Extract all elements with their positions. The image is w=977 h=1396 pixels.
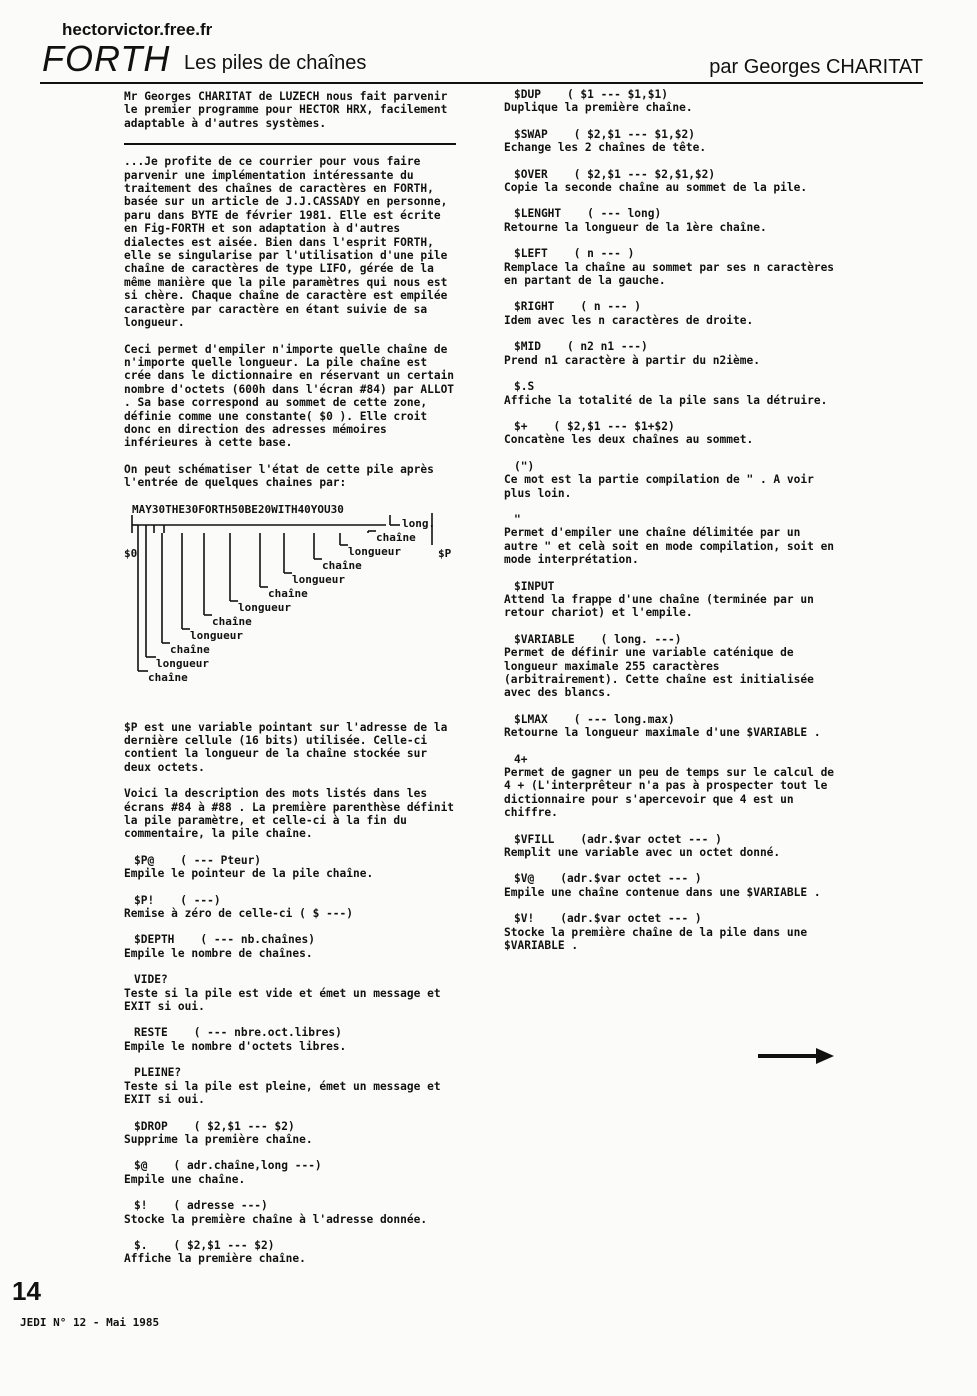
diagram-label: chaîne [212,614,252,628]
article-title: FORTH [42,38,171,79]
word-heading [124,973,456,986]
intro-paragraph: Mr Georges CHARITAT de LUZECH nous fait parvenir le premier programme pour HECTOR HRX, facilement adaptable à d'autres systèmes. [124,90,448,130]
word-name: $@ [134,1159,148,1173]
word-entry [504,753,836,820]
word-entry [504,633,836,700]
word-name: $VFILL [514,832,555,846]
word-entry [124,894,456,921]
diagram-base-label: $0 [124,546,138,560]
word-signature: ( n2 n1 ---) [566,340,648,354]
diagram-label: longueur [190,628,243,642]
word-entry [504,580,836,620]
word-signature: ( $1 --- $1,$1) [566,88,668,101]
word-description: Remplit une variable avec un octet donné. [504,846,781,860]
word-entry [124,1159,456,1186]
page-number: 14 [12,1276,41,1306]
word-signature: ( $2,$1 --- $1,$2) [573,127,695,141]
word-entry [504,872,836,899]
word-description: Teste si la pile est vide et émet un message et EXIT si oui. [124,986,441,1014]
word-signature: ( --- long.max) [573,712,675,726]
word-heading [504,713,836,726]
word-signature: ( adresse ---) [173,1199,268,1213]
word-heading [504,168,836,181]
word-name: $V@ [514,872,535,886]
word-description: Permet d'empiler une chaîne délimitée par un autre " et celà soit en mode compilation, soit en mode interprétation. [504,526,835,567]
diagram-pointer-label: $P [438,546,452,560]
word-description: Prend n1 caractère à partir du n2ième. [504,353,760,367]
diagram-label: chaîne [322,558,362,572]
word-heading [504,300,836,313]
word-heading [504,207,836,220]
word-heading [504,872,836,885]
paragraph-3: On peut schématiser l'état de cette pile après l'entrée de quelques chaines par: [124,462,434,490]
word-entry [504,207,836,234]
word-entry [504,513,836,567]
word-signature: ( ---) [180,893,221,907]
word-heading [124,1239,456,1252]
word-description: Stocke la première chaîne à l'adresse donnée. [124,1212,428,1226]
word-entry [504,88,836,115]
word-name: VIDE? [134,973,168,987]
word-signature: ( $2,$1 --- $2,$1,$2) [573,167,716,181]
word-name: (") [514,459,535,473]
word-description: Permet de définir une variable caténique de longueur maximale 255 caractères (arbitrairement). Cette chaîne est initialisée avec des blancs. [504,646,814,700]
word-heading [124,894,456,907]
word-description: Echange les 2 chaînes de tête. [504,141,707,155]
paragraph-1: ...Je profite de ce courrier pour vous faire parvenir une implémentation intéressante du traitement des chaînes de caractères en FORTH, basée sur un article de J.J.CASSADY en personne, paru dans BYTE de février 1981. Elle est écrite en Fig-FORTH et son adaptation à d'autres dialectes est aisée. Bien dans l'esprit FORTH, elle se singularise par l'utilisation d'une pile chaîne de caractères de type LIFO, gérée de la même manière que la pile paramètres qui nous est si chère. Chaque chaîne de caractère est empilée caractère par caractère en étant suivie de sa longueur. [124,155,448,330]
word-signature: ( $2,$1 --- $2) [173,1238,275,1252]
word-heading [504,580,836,593]
word-description: Idem avec les n caractères de droite. [504,313,754,327]
word-name: $VARIABLE [514,632,575,646]
word-name: $+ [514,419,528,433]
word-entry [504,168,836,195]
word-name: $SWAP [514,127,548,141]
word-entry [504,340,836,367]
word-description: Remise à zéro de celle-ci ( $ ---) [124,907,354,921]
diagram-label: chaîne [170,642,210,656]
word-description: Permet de gagner un peu de temps sur le calcul de 4 + (L'interprêteur n'a pas à prospecter tout le dictionnaire pour s'apercevoir que 4 est un chiffre. [504,766,835,820]
word-entry [504,912,836,952]
word-heading [504,912,836,925]
word-description: Stocke la première chaîne de la pile dans une $VARIABLE . [504,925,808,953]
word-description: Empile une chaîne. [124,1172,246,1186]
word-heading [124,1026,456,1039]
word-heading [504,833,836,846]
paragraph-2: Ceci permet d'empiler n'importe quelle chaîne de n'importe quelle longueur. La pile chaîne est crée dans le dictionnaire en réservant un certain nombre d'octets (600h dans l'écran #84) par ALLOT . Sa base correspond au sommet de cette zone, définie comme une constante( $0 ). Elle croit donc en direction des adresses mémoires inférieures à cette base. [124,342,455,450]
word-entry [504,247,836,287]
word-entry [504,128,836,155]
word-heading [504,420,836,433]
word-description: Duplique la première chaîne. [504,101,693,115]
word-name: $P@ [134,853,155,867]
word-name: $V! [514,912,535,926]
word-heading [504,247,836,260]
word-heading [124,1066,456,1079]
word-entry [124,1239,456,1266]
word-name: $.S [514,380,535,394]
diagram-label: longueur [292,572,345,586]
diagram-label: chaîne [376,530,416,544]
word-description: Empile une chaîne contenue dans une $VARIABLE . [504,885,821,899]
word-entry [124,854,456,881]
word-signature: ( --- long) [587,207,662,221]
word-description: Empile le nombre de chaînes. [124,946,313,960]
word-name: $OVER [514,167,548,181]
left-column [124,90,456,1279]
word-entry [504,713,836,740]
word-entry [124,1026,456,1053]
word-name: $! [134,1199,148,1213]
word-entry [504,833,836,860]
word-signature: ( n --- ) [580,300,642,314]
word-description: Remplace la chaîne au sommet par ses n caractères en partant de la gauche. [504,260,835,288]
word-entry [504,460,836,500]
word-name: $INPUT [514,579,555,593]
word-description: Copie la seconde chaîne au sommet de la pile. [504,181,808,195]
diagram-top-string: MAY30THE30FORTH50BE20WITH40YOU30 [132,502,344,516]
word-name: $LMAX [514,712,548,726]
word-entry [504,380,836,407]
word-name: $DUP [514,88,541,101]
word-description: Attend la frappe d'une chaîne (terminée par un retour chariot) et l'empile. [504,592,814,620]
diagram-label: long. [402,516,436,530]
word-description: Affiche la totalité de la pile sans la détruire. [504,393,828,407]
word-heading [504,753,836,766]
word-signature: (adr.$var octet --- ) [580,832,722,846]
word-entry [504,300,836,327]
word-description: Supprime la première chaîne. [124,1132,313,1146]
word-name: $DEPTH [134,933,175,947]
word-name: " [514,512,521,526]
word-name: $LEFT [514,247,548,261]
word-description: Retourne la longueur maximale d'une $VARIABLE . [504,726,821,740]
word-entry [124,1120,456,1147]
word-heading [504,88,836,101]
word-description: Teste si la pile est pleine, émet un message et EXIT si oui. [124,1079,441,1107]
arrow-right-icon [758,1044,834,1068]
word-description: Empile le pointeur de la pile chaîne. [124,867,374,881]
issue-info: JEDI N° 12 - Mai 1985 [20,1316,160,1329]
paragraph-4: $P est une variable pointant sur l'adresse de la dernière cellule (16 bits) utilisée. Celle-ci contient la longueur de la chaîne stockée sur deux octets. [124,720,448,774]
word-signature: ( long. ---) [600,632,682,646]
word-heading [124,854,456,867]
right-word-list [504,88,836,953]
word-entry [124,1199,456,1226]
word-heading [504,380,836,393]
word-entry [124,933,456,960]
stack-diagram [124,503,456,703]
word-signature: (adr.$var octet --- ) [560,912,702,926]
word-signature: ( --- nb.chaînes) [200,933,315,947]
diagram-label: longueur [156,656,209,670]
word-description: Retourne la longueur de la 1ère chaîne. [504,220,767,234]
word-heading [504,128,836,141]
word-name: PLEINE? [134,1066,182,1080]
word-name: RESTE [134,1026,168,1040]
diagram-label: longueur [238,600,291,614]
word-heading [124,933,456,946]
word-name: $P! [134,893,155,907]
word-description: Empile le nombre d'octets libres. [124,1039,347,1053]
word-heading [504,340,836,353]
header-rule [40,82,923,84]
word-name: 4+ [514,752,528,766]
intro-divider [124,143,456,145]
right-column [504,88,836,966]
word-signature: ( --- nbre.oct.libres) [193,1026,342,1040]
word-name: $. [134,1238,148,1252]
word-signature: ( $2,$1 --- $1+$2) [553,419,675,433]
word-description: Concatène les deux chaînes au sommet. [504,433,754,447]
paragraph-5: Voici la description des mots listés dans les écrans #84 à #88 . La première parenthèse définit la pile paramètre, et celle-ci à la fin du commentaire, la pile chaîne. [124,787,455,841]
word-signature: ( --- Pteur) [180,853,262,867]
diagram-label: chaîne [268,586,308,600]
word-description: Affiche la première chaîne. [124,1252,306,1266]
word-heading [504,460,836,473]
word-name: $LENGHT [514,207,562,221]
word-signature: (adr.$var octet --- ) [560,872,702,886]
word-name: $MID [514,340,541,354]
left-word-list [124,854,456,1266]
word-signature: ( $2,$1 --- $2) [193,1119,295,1133]
word-name: $RIGHT [514,300,555,314]
word-heading [504,513,836,526]
word-signature: ( n --- ) [573,247,635,261]
word-entry [124,973,456,1013]
word-signature: ( adr.chaîne,long ---) [173,1159,322,1173]
word-heading [124,1159,456,1172]
site-url: hectorvictor.free.fr [62,20,213,39]
diagram-label: longueur [348,544,401,558]
diagram-label: chaîne [148,670,188,684]
word-entry [124,1066,456,1106]
word-heading [124,1199,456,1212]
article-subtitle: Les piles de chaînes [184,52,367,74]
word-heading [504,633,836,646]
word-name: $DROP [134,1119,168,1133]
byline: par Georges CHARITAT [709,56,923,78]
word-description: Ce mot est la partie compilation de " . A voir plus loin. [504,473,814,500]
word-entry [504,420,836,447]
word-heading [124,1120,456,1133]
